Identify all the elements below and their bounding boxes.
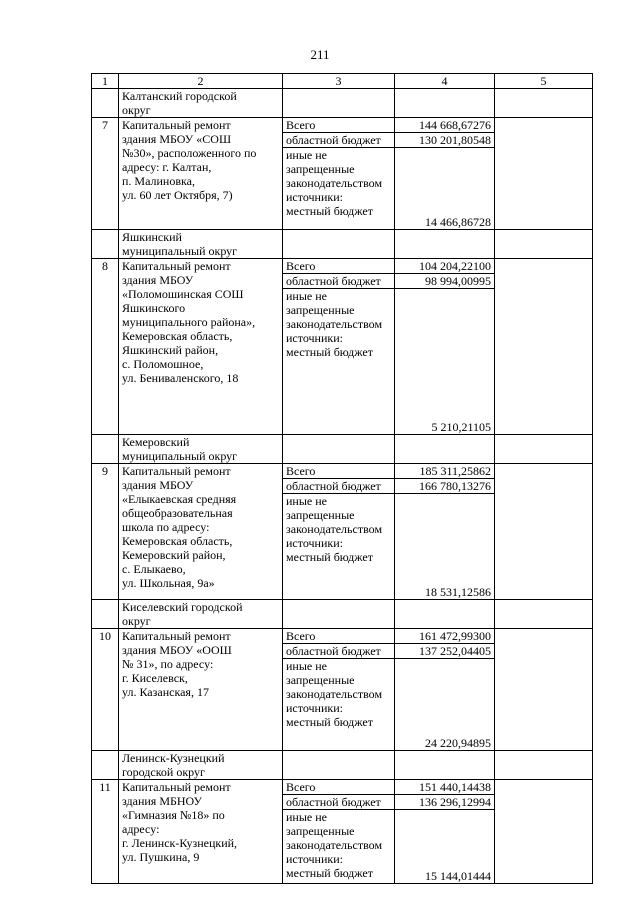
item-number: 9 [92, 464, 119, 600]
region-note-cell [495, 230, 593, 259]
region-amount-cell [395, 600, 495, 629]
funding-amount: 161 472,99300 [395, 629, 495, 644]
region-row [92, 230, 593, 259]
note-cell [495, 780, 593, 884]
region-name: Калтанский городской округ [119, 89, 283, 118]
region-num-cell [92, 230, 119, 259]
funding-source: Всего [283, 464, 395, 479]
region-name: Кемеровский муниципальный округ [119, 435, 283, 464]
item-number: 10 [92, 629, 119, 751]
funding-amount: 151 440,14438 [395, 780, 495, 795]
note-cell [495, 259, 593, 435]
funding-amount: 14 466,86728 [395, 148, 495, 230]
funding-source: областной бюджет [283, 274, 395, 289]
object-description: Капитальный ремонт здания МБОУ «Елыкаевская средняя общеобразовательная школа по адресу: Кемеровская область, Кемеровский район, с. Елыкаево, ул. Школьная, 9а» [119, 464, 283, 600]
region-row [92, 89, 593, 118]
region-row [92, 751, 593, 780]
funding-amount: 24 220,94895 [395, 659, 495, 751]
region-note-cell [495, 435, 593, 464]
table-row [92, 464, 593, 479]
table-row [92, 780, 593, 795]
region-src-cell [283, 600, 395, 629]
header-cell-3: 3 [283, 74, 395, 89]
region-row [92, 600, 593, 629]
object-description: Капитальный ремонт здания МБНОУ «Гимназия №18» по адресу: г. Ленинск-Кузнецкий, ул. Пушкина, 9 [119, 780, 283, 884]
funding-source: областной бюджет [283, 133, 395, 148]
region-note-cell [495, 89, 593, 118]
header-cell-2: 2 [119, 74, 283, 89]
funding-amount: 166 780,13276 [395, 479, 495, 494]
header-row [92, 74, 593, 89]
region-note-cell [495, 600, 593, 629]
funding-amount: 98 994,00995 [395, 274, 495, 289]
funding-source: иные не запрещенные законодательством источники: местный бюджет [283, 289, 395, 435]
note-cell [495, 629, 593, 751]
table-body [92, 89, 593, 884]
region-name: Ленинск-Кузнецкий городской округ [119, 751, 283, 780]
item-number: 11 [92, 780, 119, 884]
region-name: Яшкинский муниципальный округ [119, 230, 283, 259]
object-description: Капитальный ремонт здания МБОУ «ООШ № 31», по адресу: г. Киселевск, ул. Казанская, 17 [119, 629, 283, 751]
region-src-cell [283, 751, 395, 780]
funding-source: областной бюджет [283, 479, 395, 494]
object-description: Капитальный ремонт здания МБОУ «СОШ №30», расположенного по адресу: г. Калтан, п. Малиновка, ул. 60 лет Октября, 7) [119, 118, 283, 230]
region-amount-cell [395, 230, 495, 259]
page-number: 211 [310, 47, 330, 62]
funding-source: Всего [283, 780, 395, 795]
header-cell-1: 1 [92, 74, 119, 89]
funding-amount: 18 531,12586 [395, 494, 495, 600]
item-number: 8 [92, 259, 119, 435]
funding-source: областной бюджет [283, 795, 395, 810]
region-amount-cell [395, 89, 495, 118]
region-num-cell [92, 751, 119, 780]
table-row [92, 118, 593, 133]
region-num-cell [92, 435, 119, 464]
funding-source: областной бюджет [283, 644, 395, 659]
funding-amount: 15 144,01444 [395, 810, 495, 884]
budget-table [91, 73, 593, 884]
region-src-cell [283, 230, 395, 259]
note-cell [495, 464, 593, 600]
funding-amount: 137 252,04405 [395, 644, 495, 659]
header-cell-4: 4 [395, 74, 495, 89]
table-row [92, 629, 593, 644]
funding-source: Всего [283, 259, 395, 274]
region-name: Киселевский городской округ [119, 600, 283, 629]
region-num-cell [92, 600, 119, 629]
funding-source: Всего [283, 629, 395, 644]
funding-amount: 136 296,12994 [395, 795, 495, 810]
funding-source: иные не запрещенные законодательством источники: местный бюджет [283, 148, 395, 230]
region-num-cell [92, 89, 119, 118]
table-row [92, 259, 593, 274]
funding-amount: 144 668,67276 [395, 118, 495, 133]
region-src-cell [283, 435, 395, 464]
item-number: 7 [92, 118, 119, 230]
funding-amount: 185 311,25862 [395, 464, 495, 479]
header-cell-5: 5 [495, 74, 593, 89]
region-amount-cell [395, 751, 495, 780]
note-cell [495, 118, 593, 230]
funding-source: иные не запрещенные законодательством источники: местный бюджет [283, 810, 395, 884]
funding-source: иные не запрещенные законодательством источники: местный бюджет [283, 494, 395, 600]
funding-source: Всего [283, 118, 395, 133]
object-description: Капитальный ремонт здания МБОУ «Поломошинская СОШ Яшкинского муниципального района», Кемеровская область, Яшкинский район, с. Поломошное, ул. Бениваленского, 18 [119, 259, 283, 435]
funding-amount: 5 210,21105 [395, 289, 495, 435]
funding-amount: 130 201,80548 [395, 133, 495, 148]
region-src-cell [283, 89, 395, 118]
region-row [92, 435, 593, 464]
funding-source: иные не запрещенные законодательством источники: местный бюджет [283, 659, 395, 751]
funding-amount: 104 204,22100 [395, 259, 495, 274]
region-note-cell [495, 751, 593, 780]
region-amount-cell [395, 435, 495, 464]
